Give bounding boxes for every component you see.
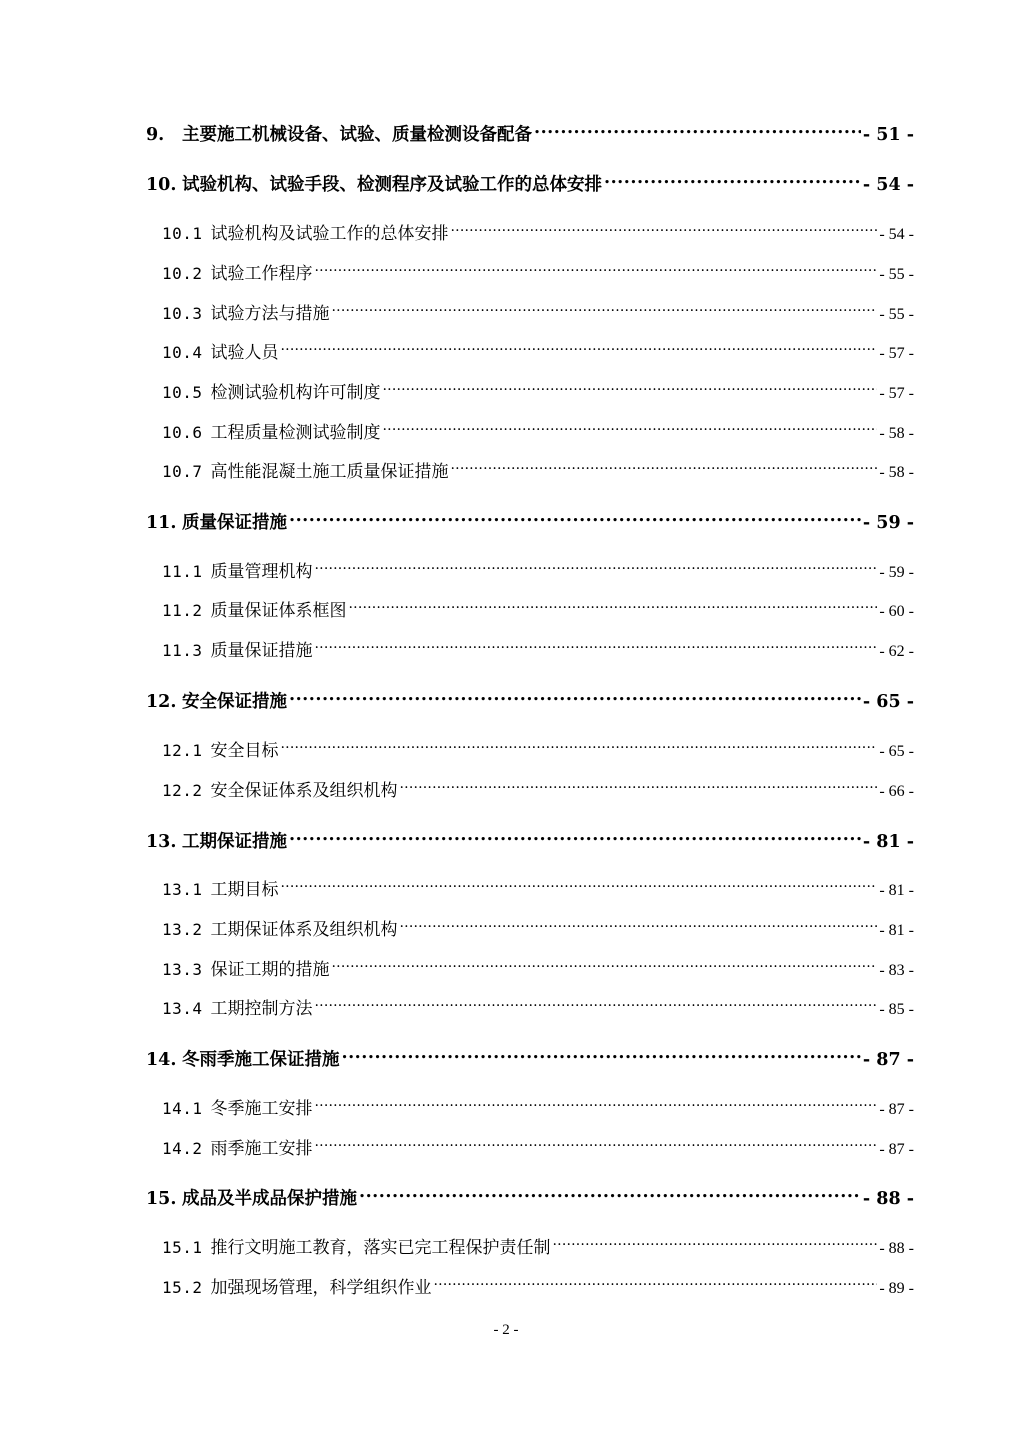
toc-section-entry[interactable] (146, 1097, 914, 1122)
toc-entry-page: - 87 - (879, 1141, 914, 1158)
toc-entry-page: - 66 - (879, 783, 914, 800)
toc-section-entry[interactable] (146, 779, 914, 804)
toc-entry-title: 安全保证体系及组织机构 (210, 781, 398, 801)
toc-entry-title: 工期目标 (210, 880, 279, 900)
toc-entry-number: 10.2 (162, 264, 203, 283)
toc-entry-title: 推行文明施工教育，落实已完工程保护责任制 (210, 1238, 551, 1258)
toc-entry-page: - 54 - (862, 174, 914, 195)
toc-dot-leader (315, 1137, 878, 1154)
toc-dot-leader (400, 918, 878, 935)
toc-entry-title: 工程质量检测试验制度 (210, 423, 381, 443)
toc-entry-page: - 65 - (862, 691, 914, 712)
toc-dot-leader (332, 302, 878, 319)
toc-entry-number: 13.4 (162, 999, 203, 1018)
toc-dot-leader (400, 779, 878, 796)
toc-entry-title: 工期控制方法 (210, 999, 313, 1019)
toc-section-entry[interactable] (146, 997, 914, 1022)
toc-dot-leader (332, 958, 878, 975)
toc-dot-leader (281, 739, 878, 756)
toc-entry-number: 15.1 (162, 1238, 203, 1257)
toc-section-entry[interactable] (146, 222, 914, 247)
toc-section-entry[interactable] (146, 739, 914, 764)
toc-entry-page: - 83 - (879, 962, 914, 979)
toc-dot-leader (315, 639, 878, 656)
toc-entry-page: - 54 - (879, 226, 914, 243)
toc-entry-number: 10.7 (162, 462, 203, 481)
toc-section-entry[interactable] (146, 1236, 914, 1261)
toc-entry-number: 10.4 (162, 343, 203, 362)
toc-entry-page: - 89 - (879, 1280, 914, 1297)
toc-dot-leader (434, 1276, 878, 1293)
toc-section-entry[interactable] (146, 560, 914, 585)
toc-dot-leader (281, 341, 878, 358)
toc-entry-title: 成品及半成品保护措施 (182, 1188, 357, 1209)
toc-entry-number: 13.3 (162, 960, 203, 979)
toc-entry-title: 质量保证措施 (182, 512, 287, 533)
toc-section-entry[interactable] (146, 1276, 914, 1301)
toc-entry-title: 雨季施工安排 (210, 1139, 313, 1159)
toc-dot-leader (315, 1097, 878, 1114)
toc-chapter-entry[interactable] (146, 1186, 914, 1211)
toc-entry-number: 13. (146, 831, 177, 852)
toc-section-entry[interactable] (146, 381, 914, 406)
toc-entry-title: 试验机构、试验手段、检测程序及试验工作的总体安排 (182, 174, 602, 195)
toc-entry-page: - 55 - (879, 306, 914, 323)
toc-dot-leader (553, 1236, 878, 1253)
toc-section-entry[interactable] (146, 958, 914, 983)
toc-entry-page: - 81 - (862, 831, 914, 852)
toc-entry-page: - 62 - (879, 643, 914, 660)
toc-entry-number: 11.1 (162, 562, 203, 581)
toc-section-entry[interactable] (146, 878, 914, 903)
toc-entry-page: - 87 - (879, 1101, 914, 1118)
toc-section-entry[interactable] (146, 918, 914, 943)
toc-chapter-entry[interactable] (146, 829, 914, 854)
toc-dot-leader (451, 222, 878, 239)
toc-entry-title: 质量保证措施 (210, 641, 313, 661)
toc-chapter-entry[interactable] (146, 1047, 914, 1072)
toc-entry-title: 保证工期的措施 (210, 960, 330, 980)
toc-section-entry[interactable] (146, 421, 914, 446)
toc-entry-number: 10. (146, 174, 177, 195)
toc-dot-leader (289, 689, 861, 707)
toc-entry-title: 冬雨季施工保证措施 (182, 1049, 340, 1070)
toc-section-entry[interactable] (146, 302, 914, 327)
toc-entry-title: 试验方法与措施 (210, 304, 330, 324)
toc-entry-number: 13.2 (162, 920, 203, 939)
toc-section-entry[interactable] (146, 1137, 914, 1162)
toc-dot-leader (534, 122, 861, 140)
toc-entry-title: 高性能混凝土施工质量保证措施 (210, 462, 449, 482)
toc-entry-page: - 59 - (862, 512, 914, 533)
toc-entry-number: 13.1 (162, 880, 203, 899)
toc-dot-leader (342, 1047, 861, 1065)
toc-dot-leader (604, 172, 861, 190)
toc-entry-page: - 58 - (879, 425, 914, 442)
toc-entry-page: - 51 - (862, 124, 914, 145)
toc-dot-leader (383, 381, 878, 398)
toc-chapter-entry[interactable] (146, 122, 914, 147)
toc-entry-title: 工期保证体系及组织机构 (210, 920, 398, 940)
toc-entry-title: 试验人员 (210, 343, 279, 363)
toc-entry-number: 10.6 (162, 423, 203, 442)
toc-entry-number: 9. (146, 124, 165, 145)
toc-entry-title: 安全保证措施 (182, 691, 287, 712)
toc-section-entry[interactable] (146, 341, 914, 366)
toc-entry-number: 10.1 (162, 224, 203, 243)
toc-section-entry[interactable] (146, 460, 914, 485)
toc-entry-number: 10.5 (162, 383, 203, 402)
toc-dot-leader (289, 829, 861, 847)
toc-entry-page: - 85 - (879, 1001, 914, 1018)
toc-entry-page: - 58 - (879, 464, 914, 481)
toc-entry-number: 12.1 (162, 741, 203, 760)
toc-dot-leader (289, 510, 861, 528)
toc-entry-page: - 57 - (879, 385, 914, 402)
table-of-contents (146, 0, 914, 1431)
toc-entry-number: 12. (146, 691, 177, 712)
toc-chapter-entry[interactable] (146, 689, 914, 714)
toc-dot-leader (315, 997, 878, 1014)
toc-dot-leader (281, 878, 878, 895)
toc-entry-number: 14.1 (162, 1099, 203, 1118)
toc-entry-page: - 60 - (879, 603, 914, 620)
toc-chapter-entry[interactable] (146, 510, 914, 535)
toc-dot-leader (451, 460, 878, 477)
toc-entry-title: 质量管理机构 (210, 562, 313, 582)
toc-entry-page: - 81 - (879, 922, 914, 939)
toc-entry-page: - 55 - (879, 266, 914, 283)
toc-entry-page: - 88 - (879, 1240, 914, 1257)
toc-entry-number: 11. (146, 512, 177, 533)
toc-entry-number: 15.2 (162, 1278, 203, 1297)
toc-entry-title: 试验工作程序 (210, 264, 313, 284)
toc-entry-title: 安全目标 (210, 741, 279, 761)
toc-entry-number: 14. (146, 1049, 177, 1070)
toc-entry-page: - 88 - (862, 1188, 914, 1209)
toc-entry-title: 工期保证措施 (182, 831, 287, 852)
toc-chapter-entry[interactable] (146, 172, 914, 197)
toc-entry-page: - 59 - (879, 564, 914, 581)
toc-entry-title: 检测试验机构许可制度 (210, 383, 381, 403)
toc-entry-title: 主要施工机械设备、试验、质量检测设备配备 (182, 124, 532, 145)
toc-dot-leader (383, 421, 878, 438)
toc-entry-number: 12.2 (162, 781, 203, 800)
toc-entry-title: 质量保证体系框图 (210, 601, 347, 621)
toc-entry-page: - 87 - (862, 1049, 914, 1070)
toc-entry-number: 11.3 (162, 641, 203, 660)
toc-entry-title: 加强现场管理，科学组织作业 (210, 1278, 432, 1298)
toc-dot-leader (349, 599, 878, 616)
page-number-footer: - 2 - (493, 1322, 519, 1338)
toc-entry-number: 11.2 (162, 601, 203, 620)
toc-entry-title: 冬季施工安排 (210, 1099, 313, 1119)
toc-entry-number: 14.2 (162, 1139, 203, 1158)
toc-entry-page: - 57 - (879, 345, 914, 362)
toc-entry-number: 10.3 (162, 304, 203, 323)
toc-entry-page: - 65 - (879, 743, 914, 760)
toc-dot-leader (315, 262, 878, 279)
toc-section-entry[interactable] (146, 599, 914, 624)
toc-entry-title: 试验机构及试验工作的总体安排 (210, 224, 449, 244)
toc-dot-leader (315, 560, 878, 577)
toc-entry-page: - 81 - (879, 882, 914, 899)
toc-section-entry[interactable] (146, 639, 914, 664)
toc-dot-leader (359, 1186, 861, 1204)
toc-section-entry[interactable] (146, 262, 914, 287)
toc-entry-number: 15. (146, 1188, 177, 1209)
